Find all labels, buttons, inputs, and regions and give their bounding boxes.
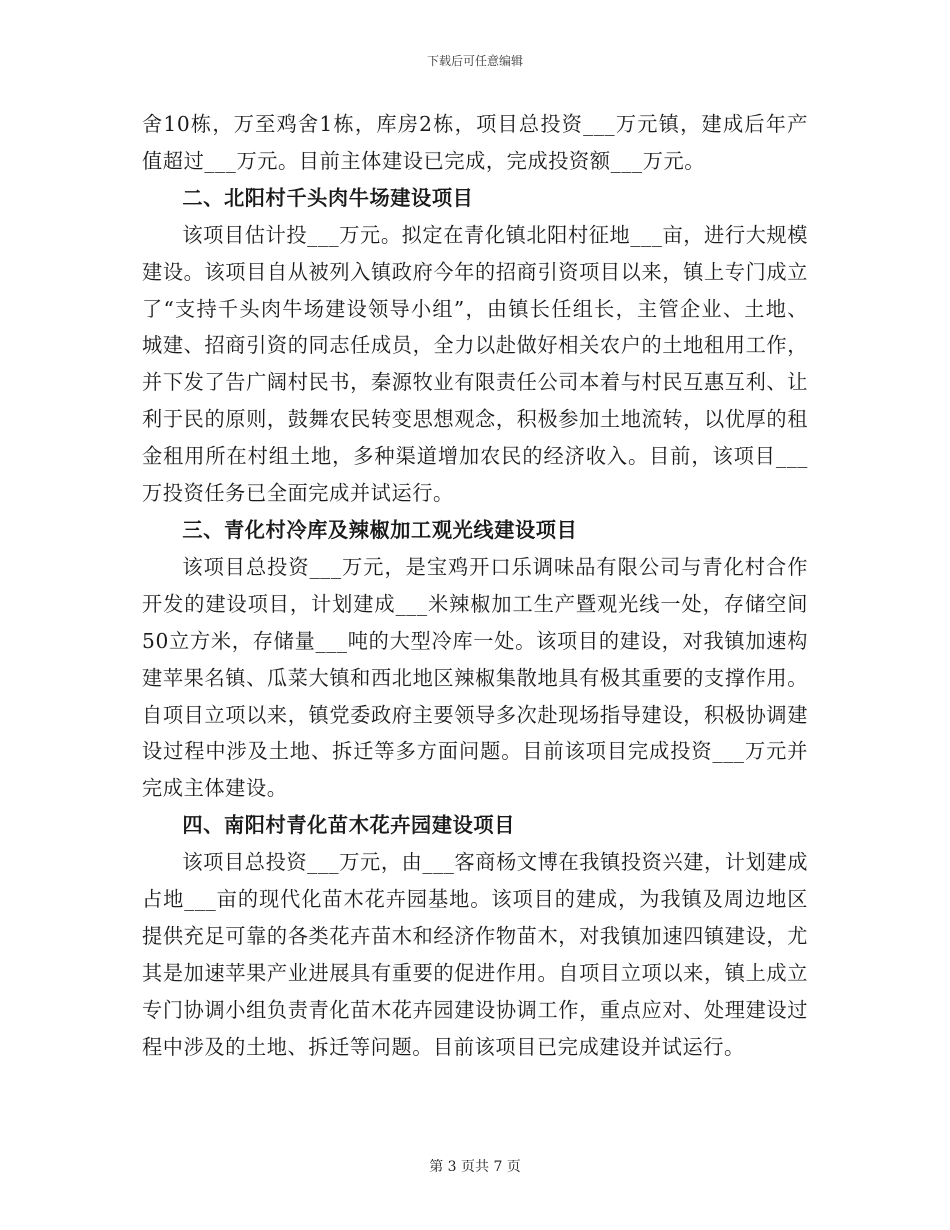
section-heading-3: 三、青化村冷库及辣椒加工观光线建设项目	[182, 517, 578, 542]
paragraph-continuation: 舍10栋，万至鸡舍1栋，库房2栋，项目总投资___万元镇，建成后年产值超过___万元。目前主体建设已完成，完成投资额___万元。	[142, 112, 808, 173]
page-header: 下载后可任意编辑	[426, 54, 523, 68]
section-heading-2: 二、北阳村千头肉牛场建设项目	[182, 185, 474, 210]
paragraph-section-4: 该项目总投资___万元，由___客商杨文博在我镇投资兴建，计划建成占地___亩的现代化苗木花卉园基地。该项目的建成，为我镇及周边地区提供充足可靠的各类花卉苗木和经济作物苗木，对我镇加速四镇建设，尤其是加速苹果产业进展具有重要的促进作用。自项目立项以来，镇上成立专门协调小组负责青化苗木花卉园建设协调工作，重点应对、处理建设过程中涉及的土地、拆迁等问题。目前该项目已完成建设并试运行。	[142, 850, 808, 1059]
section-heading-4: 四、南阳村青化苗木花卉园建设项目	[182, 813, 515, 838]
document-body	[142, 106, 808, 1066]
page-footer: 第 3 页共 7 页	[429, 1159, 521, 1175]
paragraph-section-3: 该项目总投资___万元，是宝鸡开口乐调味品有限公司与青化村合作开发的建设项目，计划建成___米辣椒加工生产暨观光线一处，存储空间50立方米，存储量___吨的大型冷库一处。该项目的建设，对我镇加速构建苹果名镇、瓜菜大镇和西北地区辣椒集散地具有极其重要的支撑作用。自项目立项以来，镇党委政府主要领导多次赴现场指导建设，积极协调建设过程中涉及土地、拆迁等多方面问题。目前该项目完成投资___万元并完成主体建设。	[142, 554, 808, 801]
paragraph-section-2: 该项目估计投___万元。拟定在青化镇北阳村征地___亩，进行大规模建设。该项目自从被列入镇政府今年的招商引资项目以来，镇上专门成立了“支持千头肉牛场建设领导小组”，由镇长任组长，主管企业、土地、城建、招商引资的同志任成员，全力以赴做好相关农户的土地租用工作，并下发了告广阔村民书，秦源牧业有限责任公司本着与村民互惠互利、让利于民的原则，鼓舞农民转变思想观念，积极参加土地流转，以优厚的租金租用所在村组土地，多种渠道增加农民的经济收入。目前，该项目___万投资任务已全面完成并试运行。	[142, 222, 808, 506]
